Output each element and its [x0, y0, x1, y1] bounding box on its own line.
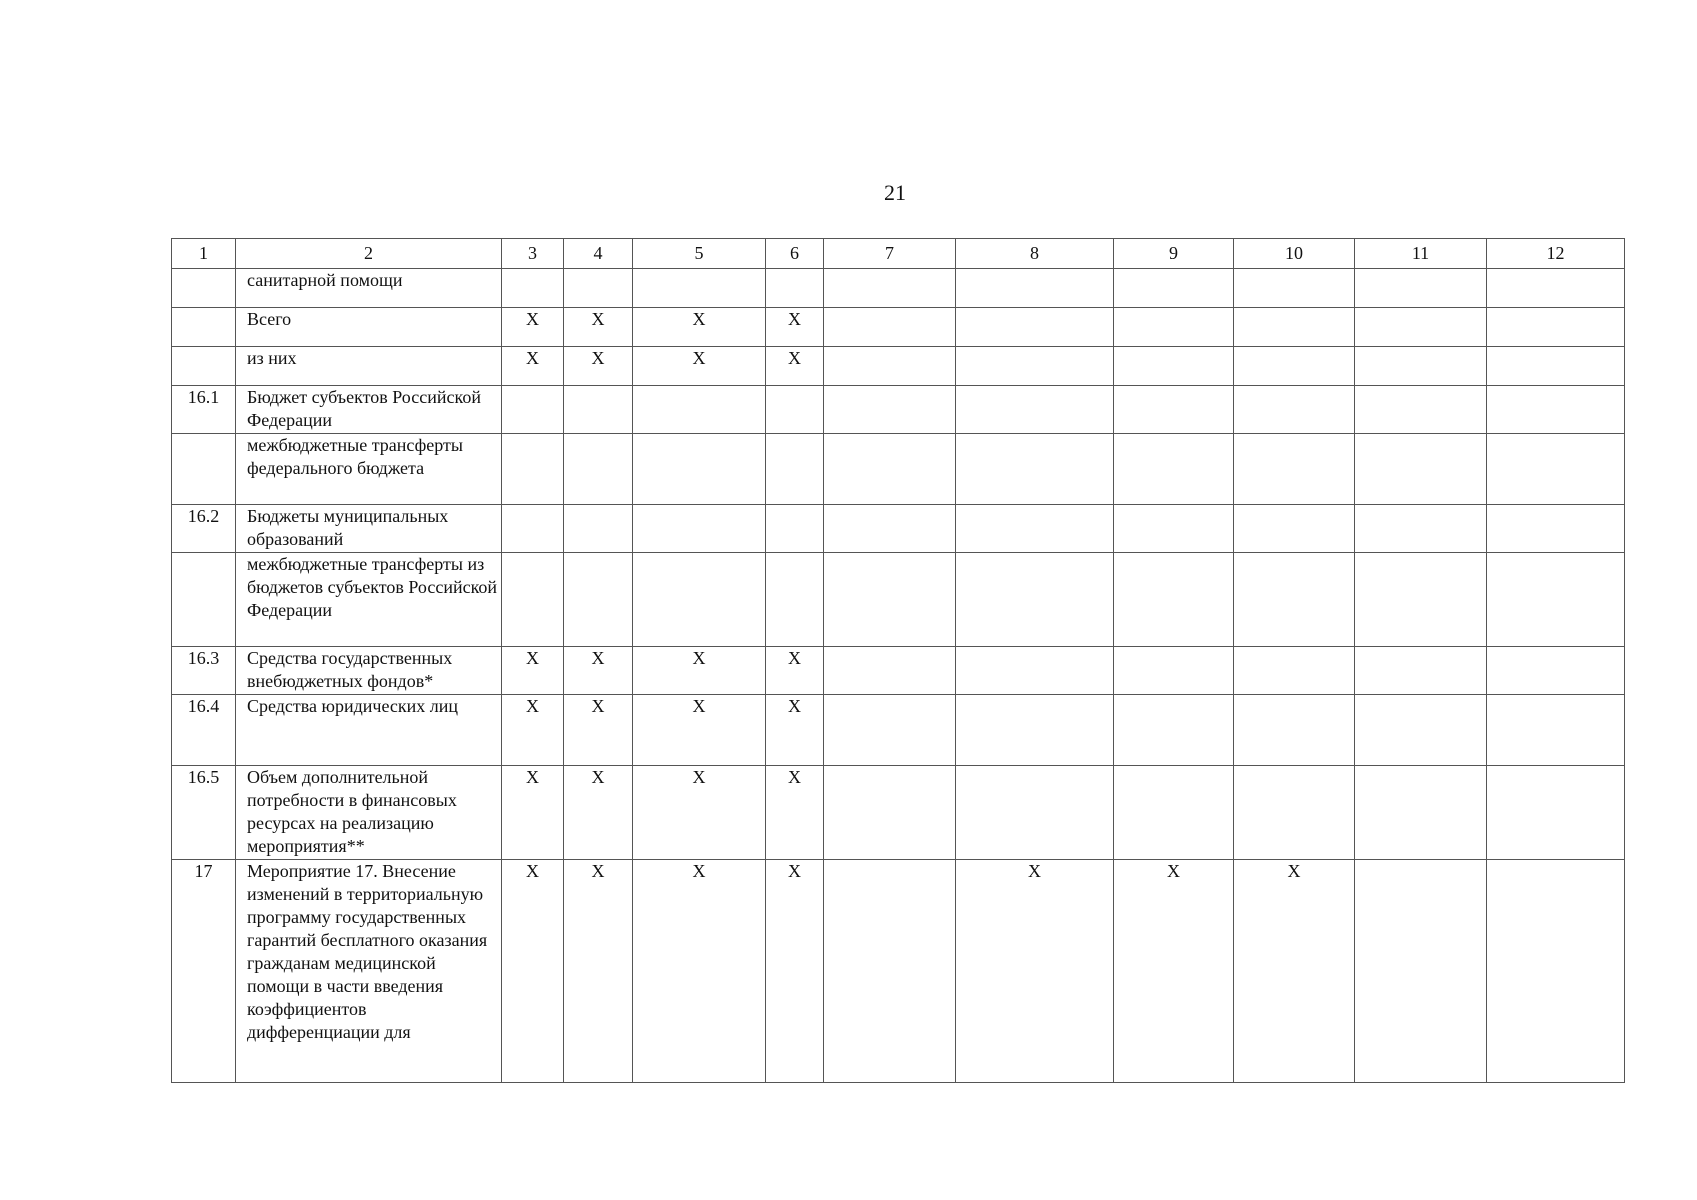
- column-header: 11: [1355, 239, 1487, 269]
- table-cell: X: [766, 766, 824, 860]
- table-cell: [1114, 553, 1234, 647]
- row-number: 17: [172, 860, 236, 1083]
- table-cell: X: [956, 860, 1114, 1083]
- table-cell: X: [633, 766, 766, 860]
- table-cell: [1487, 386, 1625, 434]
- table-cell: [824, 434, 956, 505]
- table-body: [172, 269, 1625, 1083]
- table-cell: X: [1114, 860, 1234, 1083]
- table-cell: [1114, 766, 1234, 860]
- table-cell: [1355, 505, 1487, 553]
- table-cell: X: [502, 695, 564, 766]
- table-cell: X: [564, 695, 633, 766]
- table-cell: [1114, 695, 1234, 766]
- table-cell: [956, 269, 1114, 308]
- table-cell: [502, 386, 564, 434]
- table-cell: [956, 766, 1114, 860]
- table-cell: [1114, 269, 1234, 308]
- table-cell: [1355, 434, 1487, 505]
- table-cell: [1487, 269, 1625, 308]
- table-cell: [1234, 766, 1355, 860]
- table-cell: [956, 386, 1114, 434]
- table-cell: [824, 308, 956, 347]
- column-header: 10: [1234, 239, 1355, 269]
- column-header: 12: [1487, 239, 1625, 269]
- table-cell: [1234, 647, 1355, 695]
- table-cell: [1114, 434, 1234, 505]
- row-label: межбюджетные трансферты федерального бюджета: [236, 434, 502, 505]
- table-cell: X: [502, 860, 564, 1083]
- table-cell: [766, 553, 824, 647]
- table-cell: [956, 347, 1114, 386]
- table-cell: [1487, 695, 1625, 766]
- table-cell: [633, 505, 766, 553]
- table-cell: X: [766, 860, 824, 1083]
- row-label: Бюджет субъектов Российской Федерации: [236, 386, 502, 434]
- row-label: Объем дополнительной потребности в финансовых ресурсах на реализацию мероприятия**: [236, 766, 502, 860]
- column-header: 8: [956, 239, 1114, 269]
- table-cell: [824, 695, 956, 766]
- table-cell: [633, 269, 766, 308]
- table-row: [172, 269, 1625, 308]
- table-cell: X: [502, 347, 564, 386]
- row-number: [172, 553, 236, 647]
- table-cell: [824, 269, 956, 308]
- table-cell: [633, 553, 766, 647]
- row-label: Средства государственных внебюджетных фондов*: [236, 647, 502, 695]
- table-cell: X: [633, 308, 766, 347]
- table-cell: [824, 505, 956, 553]
- table-cell: [766, 386, 824, 434]
- table-cell: [564, 269, 633, 308]
- table-cell: [956, 647, 1114, 695]
- table-cell: [1355, 386, 1487, 434]
- table-cell: [1487, 434, 1625, 505]
- column-header: 2: [236, 239, 502, 269]
- table-cell: [824, 553, 956, 647]
- row-number: 16.5: [172, 766, 236, 860]
- table-row: [172, 386, 1625, 434]
- table-row: [172, 695, 1625, 766]
- table-cell: [633, 434, 766, 505]
- table-cell: [1487, 766, 1625, 860]
- table-cell: [564, 386, 633, 434]
- column-header: 1: [172, 239, 236, 269]
- table-cell: [1114, 386, 1234, 434]
- table-cell: [956, 434, 1114, 505]
- table-cell: X: [766, 695, 824, 766]
- table-cell: X: [766, 347, 824, 386]
- table-cell: [1487, 308, 1625, 347]
- table-row: [172, 505, 1625, 553]
- table-cell: [1355, 695, 1487, 766]
- table-cell: [1234, 347, 1355, 386]
- table-cell: [824, 386, 956, 434]
- table-cell: [502, 505, 564, 553]
- table-row: [172, 308, 1625, 347]
- table-cell: [824, 347, 956, 386]
- table-cell: [766, 505, 824, 553]
- table-cell: X: [633, 347, 766, 386]
- table-cell: [564, 505, 633, 553]
- table-cell: [502, 269, 564, 308]
- table-cell: [766, 434, 824, 505]
- table-row: [172, 766, 1625, 860]
- row-label: межбюджетные трансферты из бюджетов субъектов Российской Федерации: [236, 553, 502, 647]
- row-number: [172, 347, 236, 386]
- column-header: 4: [564, 239, 633, 269]
- row-number: 16.3: [172, 647, 236, 695]
- header-row: [172, 239, 1625, 269]
- table-cell: X: [564, 308, 633, 347]
- table-cell: [1234, 269, 1355, 308]
- row-number: 16.2: [172, 505, 236, 553]
- table-cell: X: [766, 647, 824, 695]
- table-row: [172, 434, 1625, 505]
- row-number: 16.4: [172, 695, 236, 766]
- column-header: 3: [502, 239, 564, 269]
- table-cell: [502, 434, 564, 505]
- table-cell: X: [564, 347, 633, 386]
- table-cell: [1114, 347, 1234, 386]
- table-cell: X: [502, 647, 564, 695]
- table-cell: X: [766, 308, 824, 347]
- table-cell: [1487, 553, 1625, 647]
- table-cell: X: [633, 860, 766, 1083]
- row-label: Мероприятие 17. Внесение изменений в территориальную программу государственных гарантий бесплатного оказания гражданам медицинской помощи в части введения коэффициентов дифференциации для: [236, 860, 502, 1083]
- table-cell: [564, 553, 633, 647]
- column-header: 7: [824, 239, 956, 269]
- table-cell: [1487, 860, 1625, 1083]
- table-cell: [1487, 647, 1625, 695]
- table-cell: [1114, 505, 1234, 553]
- table-cell: [956, 553, 1114, 647]
- table-cell: [1355, 766, 1487, 860]
- table-cell: X: [633, 695, 766, 766]
- table-cell: [1355, 347, 1487, 386]
- table-cell: [766, 269, 824, 308]
- table-cell: [1355, 269, 1487, 308]
- table-row: [172, 860, 1625, 1083]
- row-label: Бюджеты муниципальных образований: [236, 505, 502, 553]
- table-cell: [824, 860, 956, 1083]
- page-number: 21: [884, 180, 906, 205]
- table-cell: [502, 553, 564, 647]
- table-cell: [956, 505, 1114, 553]
- table-cell: X: [502, 766, 564, 860]
- table-cell: [1355, 860, 1487, 1083]
- table-cell: [1355, 647, 1487, 695]
- table-cell: [564, 434, 633, 505]
- table-cell: [824, 647, 956, 695]
- table-cell: [633, 386, 766, 434]
- table-cell: [1234, 308, 1355, 347]
- table-cell: X: [564, 766, 633, 860]
- table-cell: X: [633, 647, 766, 695]
- table-cell: X: [564, 860, 633, 1083]
- funding-table: [171, 238, 1625, 1083]
- table-row: [172, 647, 1625, 695]
- table-cell: [1114, 308, 1234, 347]
- table-cell: [1234, 386, 1355, 434]
- table-cell: [956, 308, 1114, 347]
- table-cell: [824, 766, 956, 860]
- table-cell: [956, 695, 1114, 766]
- table-cell: [1234, 553, 1355, 647]
- row-label: из них: [236, 347, 502, 386]
- row-label: Средства юридических лиц: [236, 695, 502, 766]
- table-cell: [1234, 505, 1355, 553]
- row-number: [172, 269, 236, 308]
- column-header: 5: [633, 239, 766, 269]
- row-label: Всего: [236, 308, 502, 347]
- table-cell: X: [1234, 860, 1355, 1083]
- table-cell: X: [564, 647, 633, 695]
- table-row: [172, 347, 1625, 386]
- table-cell: X: [502, 308, 564, 347]
- table-cell: [1355, 308, 1487, 347]
- column-header: 6: [766, 239, 824, 269]
- table-cell: [1234, 695, 1355, 766]
- table-cell: [1487, 505, 1625, 553]
- table-row: [172, 553, 1625, 647]
- row-label: санитарной помощи: [236, 269, 502, 308]
- row-number: 16.1: [172, 386, 236, 434]
- row-number: [172, 434, 236, 505]
- column-header: 9: [1114, 239, 1234, 269]
- table-cell: [1234, 434, 1355, 505]
- table-cell: [1487, 347, 1625, 386]
- row-number: [172, 308, 236, 347]
- table-cell: [1114, 647, 1234, 695]
- table-cell: [1355, 553, 1487, 647]
